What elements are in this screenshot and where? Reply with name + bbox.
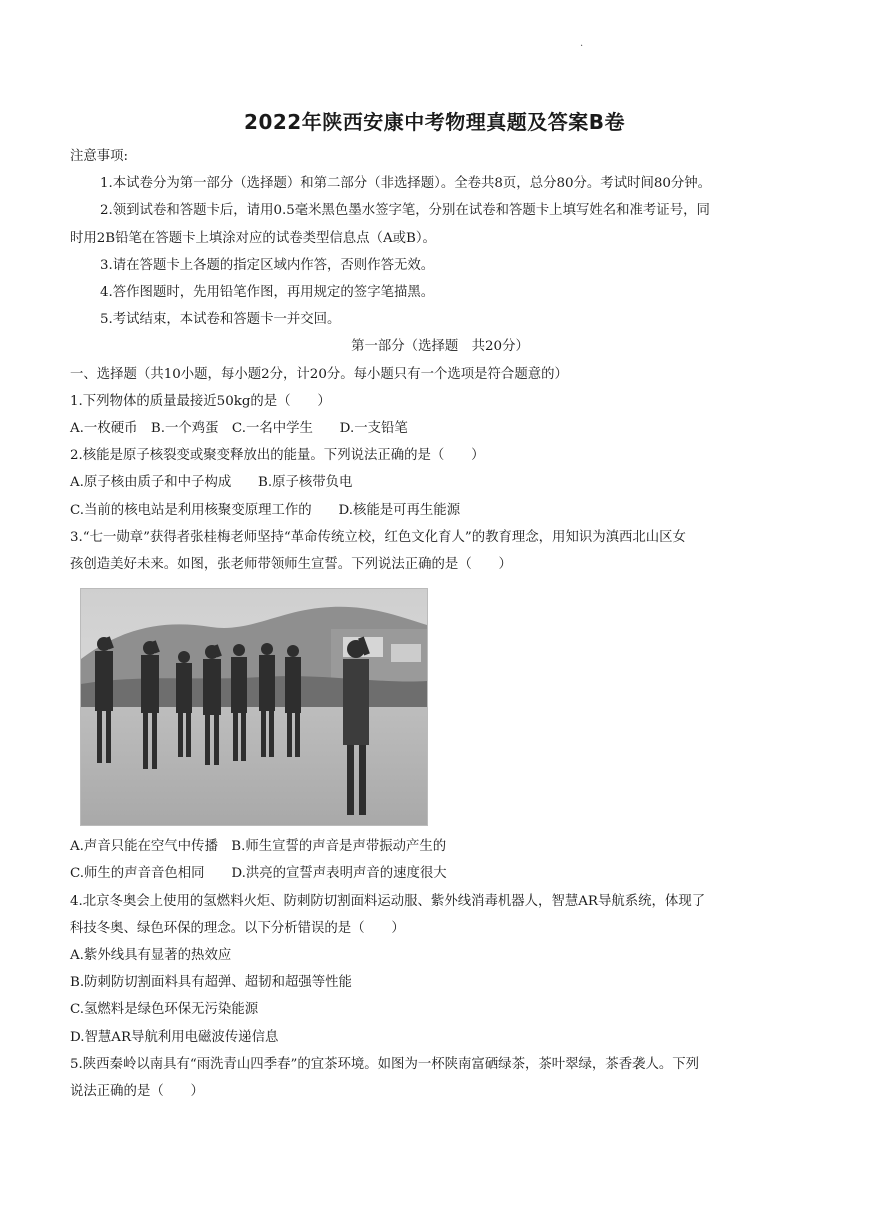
q5-stem-line1: 5.陕西秦岭以南具有“雨洗青山四季春”的宜茶环境。如图为一杯陕南富硒绿茶，茶叶翠绿，茶香袭人。下列: [70, 1056, 700, 1072]
notice-item-4: 4.答作图题时，先用铅笔作图，再用规定的签字笔描黑。: [100, 285, 435, 301]
q4-stem-line2: 科技冬奥、绿色环保的理念。以下分析错误的是（ ）: [70, 920, 405, 936]
q4-option-d: D.智慧AR导航利用电磁波传递信息: [70, 1029, 279, 1045]
q3-stem-line2: 孩创造美好未来。如图，张老师带领师生宣誓。下列说法正确的是（ ）: [70, 557, 512, 573]
q3-options-ab: A.声音只能在空气中传播 B.师生宣誓的声音是声带振动产生的: [70, 839, 447, 855]
q3-stem-line1: 3.“七一勋章”获得者张桂梅老师坚持“革命传统立校，红色文化育人”的教育理念，用知识为滇西北山区女: [70, 529, 686, 545]
q4-option-a: A.紫外线具有显著的热效应: [70, 948, 232, 964]
q1-options: A.一枚硬币 B.一个鸡蛋 C.一名中学生 D.一支铅笔: [70, 421, 408, 437]
q3-options-cd: C.师生的声音音色相同 D.洪亮的宣誓声表明声音的速度很大: [70, 866, 447, 882]
oath-photo: [80, 588, 428, 826]
notice-item-3: 3.请在答题卡上各题的指定区域内作答，否则作答无效。: [100, 257, 435, 273]
notice-item-2-cont: 时用2B铅笔在答题卡上填涂对应的试卷类型信息点（A或B）。: [70, 230, 436, 246]
section-heading: 一、选择题（共10小题，每小题2分，计20分。每小题只有一个选项是符合题意的）: [70, 366, 568, 382]
notice-heading: 注意事项:: [70, 149, 129, 164]
q4-stem-line1: 4.北京冬奥会上使用的氢燃料火炬、防刺防切割面料运动服、紫外线消毒机器人，智慧AR导航系统，体现了: [70, 893, 706, 909]
paper-title: 2022年陕西安康中考物理真题及答案B卷: [244, 110, 625, 134]
notice-item-1: 1.本试卷分为第一部分（选择题）和第二部分（非选择题）。全卷共8页，总分80分。考试时间80分钟。: [100, 176, 712, 192]
q2-stem: 2.核能是原子核裂变或聚变释放出的能量。下列说法正确的是（ ）: [70, 448, 485, 464]
notice-item-2: 2.领到试卷和答题卡后，请用0.5毫米黑色墨水签字笔，分别在试卷和答题卡上填写姓名和准考证号，同: [100, 203, 710, 219]
q1-stem: 1.下列物体的质量最接近50kg的是（ ）: [70, 393, 331, 409]
q2-options-cd: C.当前的核电站是利用核聚变原理工作的 D.核能是可再生能源: [70, 502, 461, 518]
paper-body: [70, 143, 810, 1105]
page-dot: .: [580, 38, 584, 49]
q4-option-b: B.防刺防切割面料具有超弹、超韧和超强等性能: [70, 975, 352, 991]
part1-heading: 第一部分（选择题 共20分）: [351, 339, 529, 355]
q4-option-c: C.氢燃料是绿色环保无污染能源: [70, 1002, 259, 1018]
notice-item-5: 5.考试结束，本试卷和答题卡一并交回。: [100, 312, 341, 328]
q2-options-ab: A.原子核由质子和中子构成 B.原子核带负电: [70, 475, 353, 491]
q5-stem-line2: 说法正确的是（ ）: [70, 1084, 204, 1100]
